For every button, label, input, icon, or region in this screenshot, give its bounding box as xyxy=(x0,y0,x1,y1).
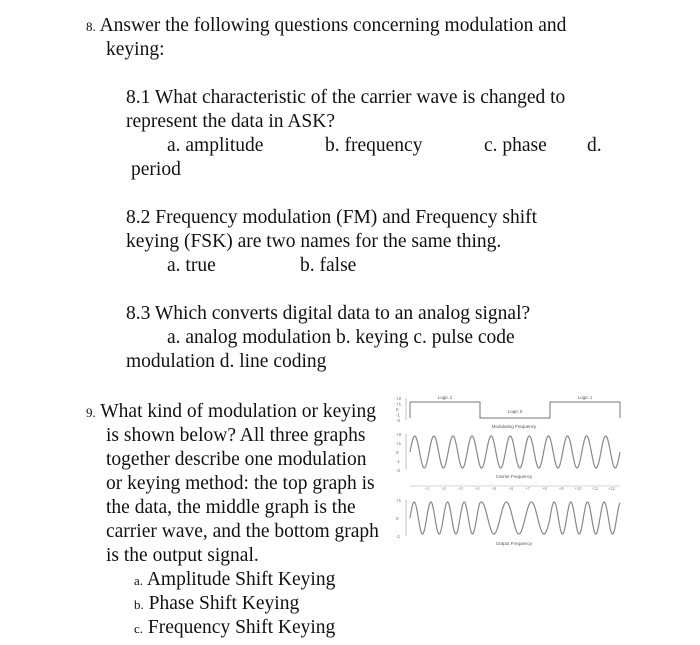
carrier-wave xyxy=(410,436,620,468)
time-tick: +12 xyxy=(608,486,616,491)
time-tick: +11 xyxy=(591,486,599,491)
carrier-caption: Carrier Frequency xyxy=(495,474,533,479)
q81-option-d: d. xyxy=(587,135,602,156)
data-axis-tick: +1 xyxy=(396,401,402,407)
data-axis-tick: -1 xyxy=(396,412,401,418)
q9-line-0 xyxy=(86,400,376,425)
q8-line1: Answer the following questions concerning modulation and xyxy=(99,15,567,36)
output-axis-tick: +1 xyxy=(396,498,402,503)
q81-option-c: c. phase xyxy=(484,135,547,156)
time-tick: +3 xyxy=(458,486,463,491)
data-axis-tick: -2 xyxy=(396,418,401,423)
q9-line-5: carrier wave, and the bottom graph xyxy=(106,521,379,542)
time-tick: +6 xyxy=(508,486,514,491)
time-tick: +9 xyxy=(558,486,564,491)
data-level-label: Logic 1 xyxy=(437,395,453,400)
q9-option-a-text: Amplitude Shift Keying xyxy=(146,569,336,590)
q82-line2: keying (FSK) are two names for the same thing. xyxy=(126,231,502,252)
q9-line-6: is the output signal. xyxy=(106,545,259,566)
data-signal-graph xyxy=(396,395,620,429)
q81-option-b: b. frequency xyxy=(325,135,423,156)
carrier-axis-tick: +1 xyxy=(396,441,402,446)
time-tick: +7 xyxy=(525,486,530,491)
q81-option-d-continued: period xyxy=(131,159,181,180)
data-axis-tick: 0 xyxy=(396,407,399,412)
q81-line1: 8.1 What characteristic of the carrier wave is changed to xyxy=(126,87,566,108)
q9-line-3: or keying method: the top graph is xyxy=(106,473,375,494)
q82-option-a: a. true xyxy=(167,255,216,276)
q9-option-a xyxy=(134,568,335,593)
time-tick: +2 xyxy=(441,486,446,491)
q9-option-c xyxy=(134,616,335,641)
q9-option-b xyxy=(134,592,299,617)
time-tick: +10 xyxy=(574,486,582,491)
q9-line-0-text: What kind of modulation or keying xyxy=(100,401,376,422)
q83-line3: modulation d. line coding xyxy=(126,351,327,372)
q81-option-a: a. amplitude xyxy=(167,135,264,156)
q9-option-c-letter: c. xyxy=(134,621,144,636)
carrier-axis-tick: -2 xyxy=(396,468,401,473)
q8-number: 8. xyxy=(86,19,96,34)
time-tick: +8 xyxy=(542,486,547,491)
q9-option-b-letter: b. xyxy=(134,597,144,612)
time-tick: +1 xyxy=(424,486,430,491)
q9-number: 9. xyxy=(86,405,96,420)
q8-line2: keying: xyxy=(106,39,165,60)
time-tick: +5 xyxy=(491,486,497,491)
modulation-figure xyxy=(394,392,626,552)
output-axis-tick: 0 xyxy=(396,516,399,521)
carrier-wave-graph xyxy=(396,432,620,491)
q9-option-b-text: Phase Shift Keying xyxy=(148,593,300,614)
time-tick: +4 xyxy=(474,486,480,491)
q9-option-a-letter: a. xyxy=(134,573,144,588)
q81-line2: represent the data in ASK? xyxy=(126,111,336,132)
data-axis-tick: +2 xyxy=(396,396,402,401)
modulating-caption: Modulating Frequency xyxy=(491,424,537,429)
q9-line-4: the data, the middle graph is the xyxy=(106,497,356,518)
q83-line1: 8.3 Which converts digital data to an analog signal? xyxy=(126,303,531,324)
output-caption: Output Frequency xyxy=(495,541,533,546)
q82-line1: 8.2 Frequency modulation (FM) and Frequency shift xyxy=(126,207,538,228)
q8-header xyxy=(86,14,566,39)
q9-line-1: is shown below? All three graphs xyxy=(106,425,366,446)
data-level-label: Logic 0 xyxy=(507,409,523,414)
q82-option-b: b. false xyxy=(300,255,357,276)
q9-option-c-text: Frequency Shift Keying xyxy=(147,617,336,638)
q83-line2: a. analog modulation b. keying c. pulse code xyxy=(167,327,515,348)
q9-line-2: together describe one modulation xyxy=(106,449,367,470)
output-axis-tick: -1 xyxy=(396,534,401,539)
carrier-axis-tick: 0 xyxy=(396,450,399,455)
output-wave xyxy=(410,502,620,534)
carrier-axis-tick: -1 xyxy=(396,459,401,464)
output-signal-graph xyxy=(396,498,620,546)
data-level-label: Logic 1 xyxy=(577,395,593,400)
carrier-axis-tick: +2 xyxy=(396,432,402,437)
